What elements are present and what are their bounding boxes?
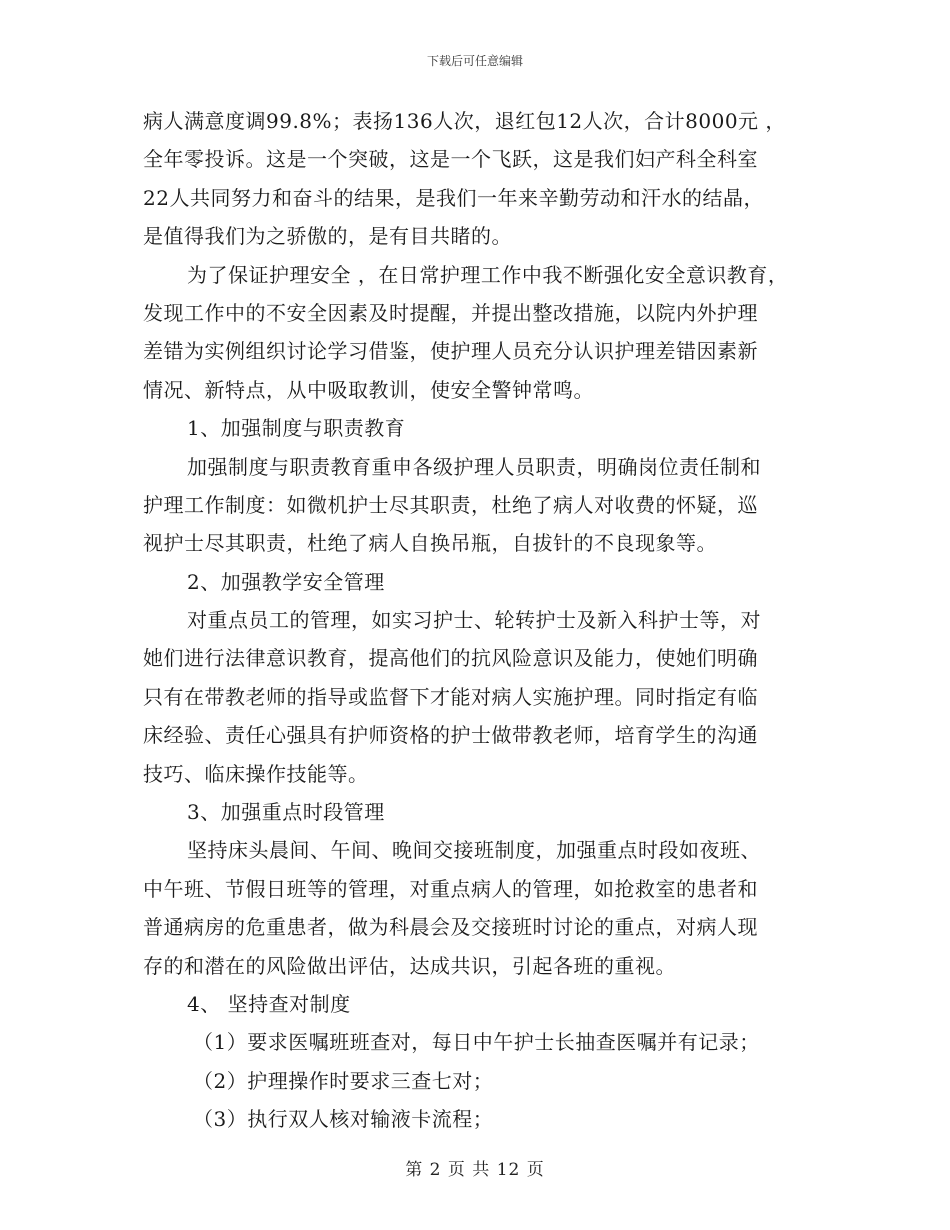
text-line: 病人满意度调99.8%；表扬136人次，退红包12人次，合计8000元 ， — [143, 109, 786, 133]
text-line: 全年零投诉。这是一个突破，这是一个飞跃，这是我们妇产科全科室 — [143, 147, 758, 172]
section-heading: 1、加强制度与职责教育 — [187, 416, 406, 441]
text-line: 视护士尽其职责，杜绝了病人自换吊瓶，自拔针的不良现象等。 — [143, 531, 717, 556]
list-item: （3）执行双人核对输液卡流程； — [193, 1107, 494, 1132]
list-item: （2）护理操作时要求三查七对； — [193, 1068, 494, 1093]
paragraph-start: 坚持床头晨间、午间、晚间交接班制度，加强重点时段如夜班、 — [187, 838, 761, 863]
paragraph-start: 加强制度与职责教育重申各级护理人员职责，明确岗位责任制和 — [187, 454, 761, 479]
text-line: 技巧、临床操作技能等。 — [143, 761, 369, 786]
paragraph-start: 为了保证护理安全 ，在日常护理工作中我不断强化安全意识教育， — [187, 262, 789, 287]
section-heading: 2、加强教学安全管理 — [187, 569, 385, 594]
page-footer: 第 2 页 共 12 页 — [405, 1160, 545, 1180]
text-line: 只有在带教老师的指导或监督下才能对病人实施护理。同时指定有临 — [143, 684, 758, 709]
text-line: 她们进行法律意识教育，提高他们的抗风险意识及能力，使她们明确 — [143, 646, 758, 671]
text-line: 普通病房的危重患者，做为科晨会及交接班时讨论的重点，对病人现 — [143, 915, 758, 940]
document-body — [143, 102, 833, 1139]
text-line: 是值得我们为之骄傲的，是有目共睹的。 — [143, 224, 512, 249]
text-line: 22人共同努力和奋斗的结果，是我们一年来辛勤劳动和汗水的结晶， — [143, 185, 764, 210]
text-line: 护理工作制度：如微机护士尽其职责，杜绝了病人对收费的怀疑，巡 — [143, 492, 758, 517]
section-heading: 4、 坚持查对制度 — [187, 991, 351, 1016]
text-line: 中午班、节假日班等的管理，对重点病人的管理，如抢救室的患者和 — [143, 876, 758, 901]
text-line: 存的和潜在的风险做出评估，达成共识，引起各班的重视。 — [143, 953, 676, 978]
page-header: 下载后可任意编辑 — [426, 54, 523, 68]
text-line: 差错为实例组织讨论学习借鉴，使护理人员充分认识护理差错因素新 — [143, 339, 758, 364]
text-line: 床经验、责任心强具有护师资格的护士做带教老师，培育学生的沟通 — [143, 723, 758, 748]
text-line: 发现工作中的不安全因素及时提醒，并提出整改措施，以院内外护理 — [143, 300, 758, 325]
list-item: （1）要求医嘱班班查对，每日中午护士长抽查医嘱并有记录； — [193, 1030, 760, 1055]
section-heading: 3、加强重点时段管理 — [187, 800, 385, 825]
text-line: 情况、新特点，从中吸取教训，使安全警钟常鸣。 — [143, 377, 594, 402]
paragraph-start: 对重点员工的管理，如实习护士、轮转护士及新入科护士等，对 — [187, 608, 761, 633]
